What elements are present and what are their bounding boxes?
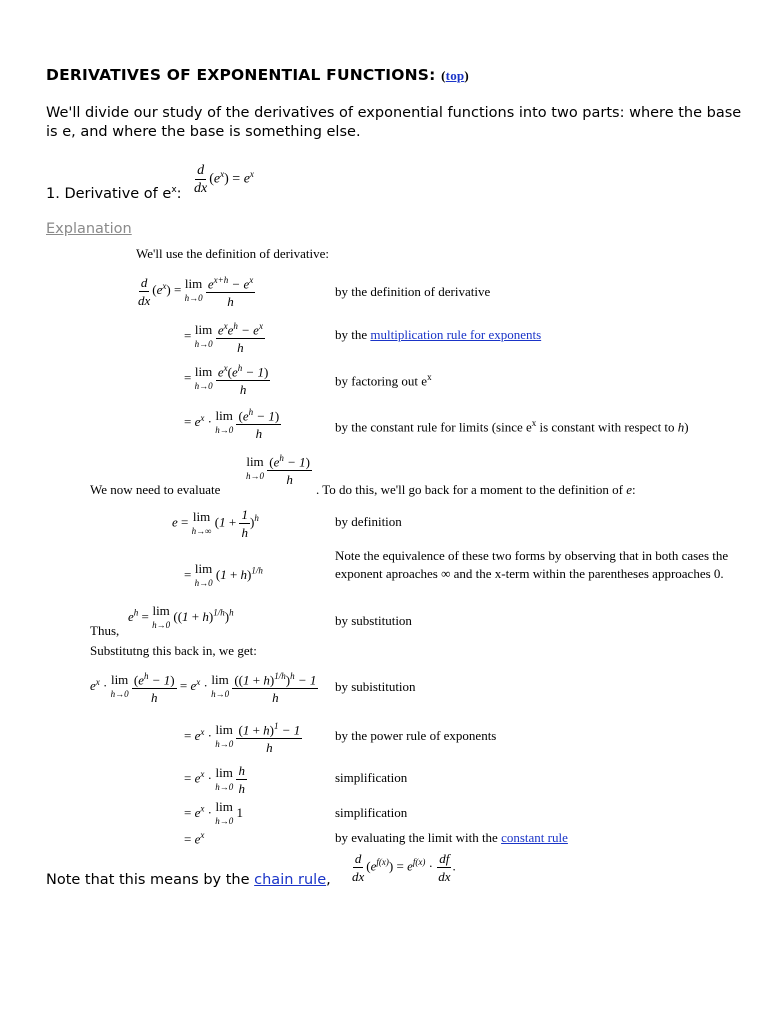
top-link[interactable]: top: [445, 68, 465, 83]
formula-def-e-alt: = lim h→0 $(1 + h)^{1/h}$: [184, 561, 263, 588]
reason-final-4: simplification: [335, 805, 408, 820]
chain-rule-note: Note that this means by the chain rule,: [46, 872, 331, 888]
formula-step-4: = $e^x$ · lim h→0 $\frac{(e^h - 1)}{h}$: [184, 404, 281, 442]
evaluate-prefix: We now need to evaluate: [90, 482, 221, 497]
formula-evaluate-limit: lim h→0 $\frac{(e^h - 1)}{h}$: [246, 450, 312, 488]
formula-step-3: = lim h→0 $\frac{e^x(e^h - 1)}{h}$: [184, 360, 270, 398]
formula-step-2: = lim h→0 $\frac{e^xe^h - e^x}{h}$: [184, 318, 265, 356]
reason-substitution: by substitution: [335, 613, 412, 628]
reason-definition: by definition: [335, 514, 402, 529]
reason-step-2: by the multiplication rule for exponents: [335, 327, 542, 342]
formula-chain-rule: $\frac{d}{dx}$ $(e^{f(x)}) = e^{f(x)}$ · $\frac{df}{dx}$ .: [352, 851, 456, 884]
reason-step-3: by factoring out $e^x$: [335, 372, 432, 389]
reason-final-2: by the power rule of exponents: [335, 728, 497, 743]
substituting-back: Substitutng this back in, we get:: [90, 643, 257, 658]
formula-final-1: $e^x$ · lim h→0 $\frac{(e^h - 1)}{h}$ = $e^x$ · lim h→0 $\frac{((1 + h)^{1/h})^h - 1}{h}$: [90, 668, 318, 706]
section-heading: DERIVATIVES OF EXPONENTIAL FUNCTIONS: (top): [46, 66, 469, 84]
explanation-link[interactable]: Explanation: [46, 221, 132, 237]
formula-def-e: e = lim h→∞ (1 + $\frac{1}{h}$ )$^h$: [172, 507, 259, 540]
formula-final-5: = $e^x$: [184, 830, 205, 847]
equivalence-note: Note the equivalence of these two forms by observing that in both cases the exponent aproaches ∞ and the x-term within the parentheses approaches 0.: [335, 548, 729, 581]
proof-intro: We'll use the definition of derivative:: [136, 246, 329, 261]
formula-final-4: = $e^x$ · lim h→0 1: [184, 799, 243, 826]
formula-derivative-ex: $\frac{d}{dx}$ $(e^x) = e^x$: [194, 163, 254, 196]
item-1-heading: 1. Derivative of $e^x$:: [46, 185, 182, 202]
formula-step-1: $\frac{d}{dx}$ $(e^x)$ = lim h→0 $\frac{e^{x+h} - e^x}{h}$: [136, 272, 255, 310]
formula-final-2: = $e^x$ · lim h→0 $\frac{(1 + h)^1 - 1}{h}$: [184, 718, 302, 756]
section-title: DERIVATIVES OF EXPONENTIAL FUNCTIONS:: [46, 66, 436, 84]
constant-rule-link[interactable]: constant rule: [501, 830, 568, 845]
intro-paragraph: We'll divide our study of the derivatives of exponential functions into two parts: where the base is e, and where the base is something else.: [46, 105, 742, 140]
reason-step-4: by the constant rule for limits (since $e^x$ is constant with respect to h): [335, 418, 689, 435]
reason-final-1: by subistitution: [335, 679, 416, 694]
multiplication-rule-link[interactable]: multiplication rule for exponents: [370, 327, 542, 342]
evaluate-suffix: . To do this, we'll go back for a moment to the definition of e:: [316, 482, 636, 497]
reason-step-1: by the definition of derivative: [335, 284, 491, 299]
reason-final-3: simplification: [335, 770, 408, 785]
formula-thus: $e^h$ = lim h→0 $((1 + h)^{1/h})^h$: [128, 603, 234, 630]
thus-label: Thus,: [90, 623, 120, 638]
reason-final-5: by evaluating the limit with the constant rule: [335, 830, 568, 845]
chain-rule-link[interactable]: chain rule: [254, 872, 327, 888]
formula-final-3: = $e^x$ · lim h→0 $\frac{h}{h}$: [184, 763, 245, 796]
